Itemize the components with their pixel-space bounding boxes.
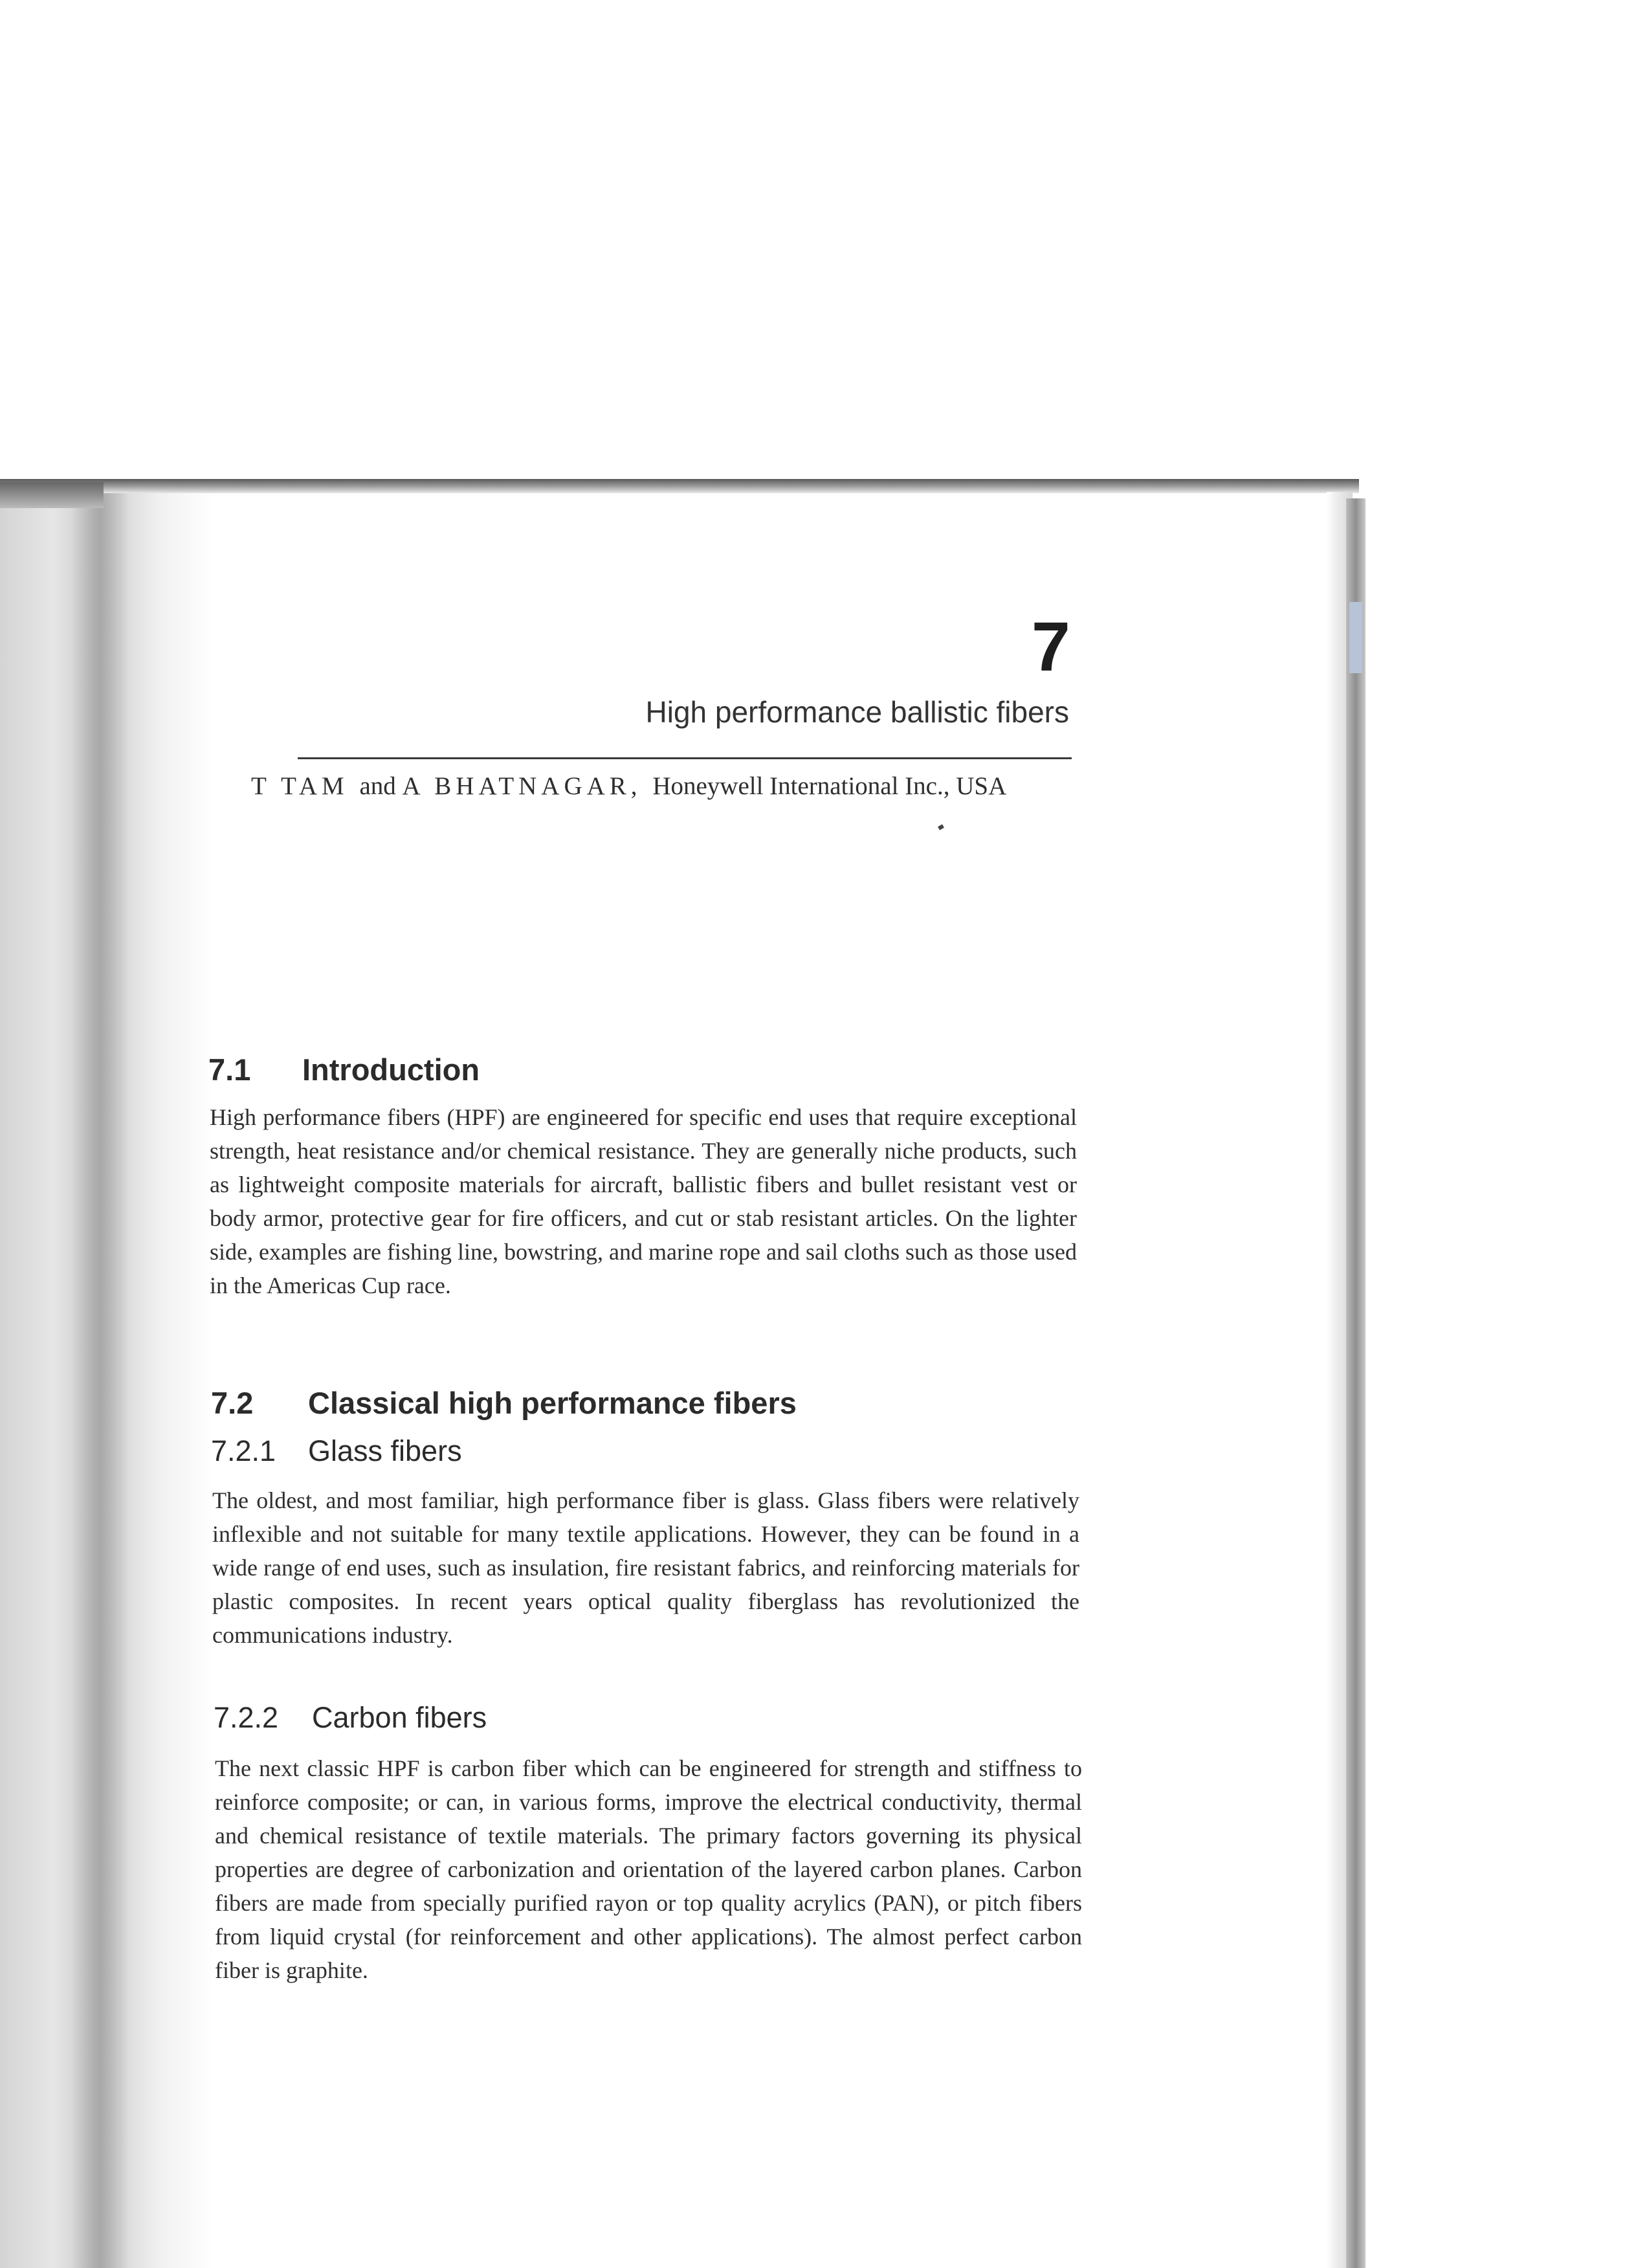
paragraph-glass-fibers: The oldest, and most familiar, high performance fiber is glass. Glass fibers were relatively inflexible and not suitable for many textile applications. However, they can be found in a wide range of end uses, such as insulation, fire resistant fabrics, and reinforcing materials for plastic composites. In recent years optical quality fiberglass has revolutionized the communications industry. xyxy=(212,1487,1079,1648)
section-heading-7-1 xyxy=(208,1052,480,1087)
paragraph-carbon-fibers: The next classic HPF is carbon fiber which can be engineered for strength and stiffness to reinforce composite; or can, in various forms, improve the electrical conductivity, thermal and chemical resistance of textile materials. The primary factors governing its physical properties are degree of carbonization and orientation of the layered carbon planes. Carbon fibers are made from specially purified rayon or top quality acrylics (PAN), or pitch fibers from liquid crystal (for reinforcement and other applications). The almost perfect carbon fiber is graphite. xyxy=(215,1755,1082,1983)
subsection-number: 7.2.2 xyxy=(214,1701,279,1734)
chapter-title: High performance ballistic fibers xyxy=(645,695,1069,729)
subsection-number: 7.2.1 xyxy=(211,1434,276,1467)
section-number: 7.1 xyxy=(208,1052,251,1087)
section-heading-7-2 xyxy=(211,1385,797,1421)
author-line xyxy=(251,772,1073,801)
author-conjunction: and xyxy=(359,772,403,800)
stray-mark xyxy=(938,824,944,830)
author-affiliation: Honeywell International Inc., USA xyxy=(652,772,1007,800)
section-title: Introduction xyxy=(302,1052,480,1087)
author-2: A BHATNAGAR, xyxy=(402,772,653,800)
subsection-title: Carbon fibers xyxy=(312,1701,487,1734)
title-rule xyxy=(298,757,1072,759)
subsection-heading-7-2-1 xyxy=(211,1434,462,1468)
section-title: Classical high performance fibers xyxy=(308,1386,797,1420)
subsection-heading-7-2-2 xyxy=(214,1701,487,1735)
paragraph-introduction: High performance fibers (HPF) are engineered for specific end uses that require exceptional strength, heat resistance and/or chemical resistance. They are generally niche products, such as lightweight composite materials for aircraft, ballistic fibers and bullet resistant vest or body armor, protective gear for fire officers, and cut or stab resistant articles. On the lighter side, examples are fishing line, bowstring, and marine rope and sail cloths such as those used in the Americas Cup race. xyxy=(210,1104,1077,1298)
chapter-number: 7 xyxy=(1031,607,1070,685)
author-1: T TAM xyxy=(251,772,360,800)
subsection-title: Glass fibers xyxy=(308,1434,462,1467)
section-number: 7.2 xyxy=(211,1386,254,1420)
